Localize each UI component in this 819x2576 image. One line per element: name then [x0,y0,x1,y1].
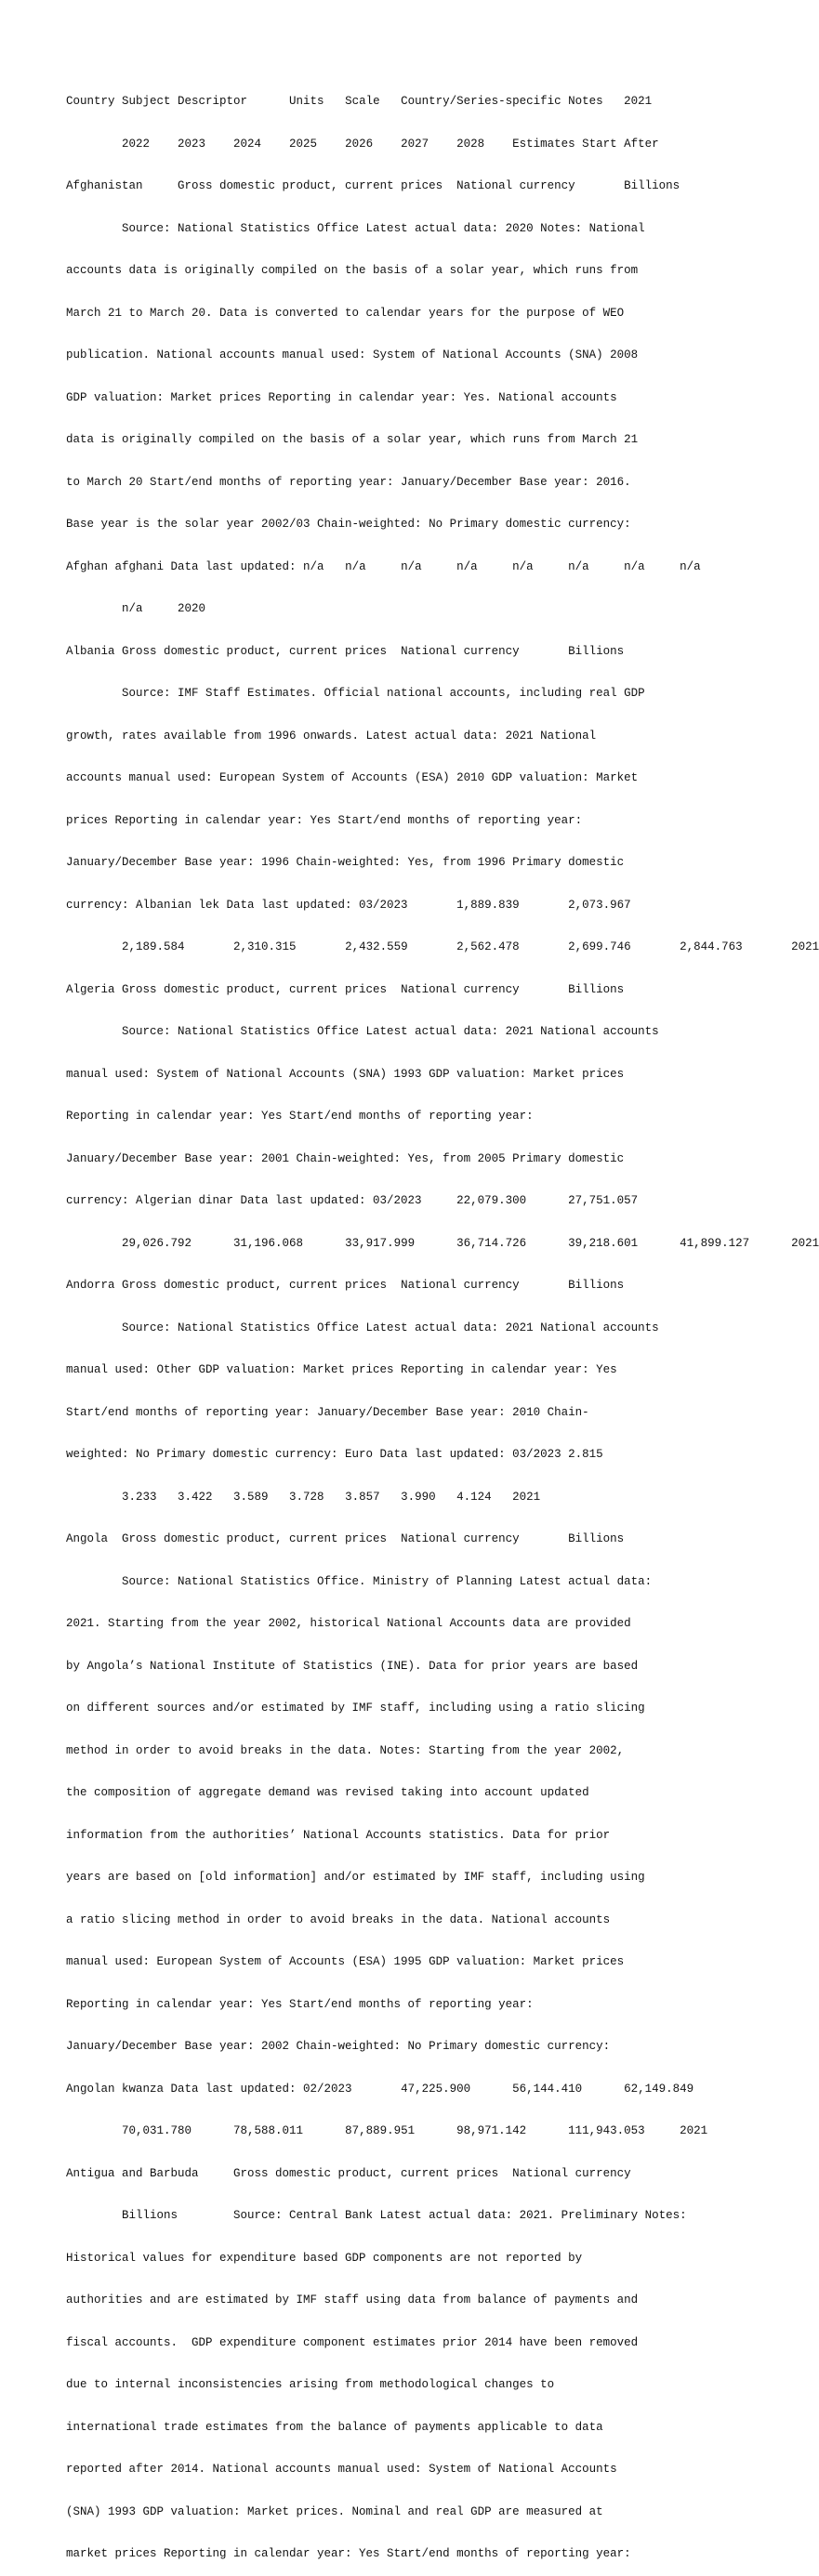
text-line: 3.233 3.422 3.589 3.728 3.857 3.990 4.124 2021 [66,1490,541,1504]
text-line: information from the authorities’ National Accounts statistics. Data for prior [66,1828,611,1842]
text-line: Algeria Gross domestic product, current prices National currency Billions [66,982,625,996]
text-line: on different sources and/or estimated by IMF staff, including using a ratio slicing [66,1702,645,1715]
text-line: currency: Algerian dinar Data last updated: 03/2023 22,079.300 27,751.057 [66,1194,639,1208]
document-text [66,67,819,2576]
text-line: due to internal inconsistencies arising from methodological changes to [66,2378,555,2392]
text-line: manual used: European System of Accounts (ESA) 1995 GDP valuation: Market prices [66,1955,625,1969]
text-line: international trade estimates from the balance of payments applicable to data [66,2420,603,2434]
text-line: Start/end months of reporting year: January/December Base year: 2010 Chain- [66,1405,589,1419]
text-line: growth, rates available from 1996 onwards. Latest actual data: 2021 National [66,729,597,743]
text-line: Source: National Statistics Office. Ministry of Planning Latest actual data: [66,1574,653,1588]
text-line: currency: Albanian lek Data last updated: 03/2023 1,889.839 2,073.967 [66,898,631,912]
text-line: accounts manual used: European System of Accounts (ESA) 2010 GDP valuation: Market [66,771,639,785]
text-line: March 21 to March 20. Data is converted to calendar years for the purpose of WEO [66,306,625,320]
text-line: authorities and are estimated by IMF staff using data from balance of payments and [66,2293,639,2307]
text-line: Afghanistan Gross domestic product, current prices National currency Billions [66,179,680,193]
text-line: method in order to avoid breaks in the data. Notes: Starting from the year 2002, [66,1743,625,1757]
text-line: Afghan afghani Data last updated: n/a n/a n/a n/a n/a n/a n/a n/a [66,559,701,573]
text-line: GDP valuation: Market prices Reporting in calendar year: Yes. National accounts [66,390,617,404]
text-line: 2021. Starting from the year 2002, historical National Accounts data are provided [66,1617,631,1631]
text-line: January/December Base year: 2002 Chain-weighted: No Primary domestic currency: [66,2040,611,2054]
text-line: Antigua and Barbuda Gross domestic product, current prices National currency [66,2166,631,2180]
text-line: publication. National accounts manual used: System of National Accounts (SNA) 2008 [66,348,639,362]
text-line: Historical values for expenditure based GDP components are not reported by [66,2251,583,2265]
text-line: Albania Gross domestic product, current prices National currency Billions [66,644,625,658]
text-line: to March 20 Start/end months of reporting year: January/December Base year: 2016. [66,475,631,489]
text-line: n/a 2020 [66,602,206,616]
text-line: a ratio slicing method in order to avoid breaks in the data. National accounts [66,1912,611,1926]
text-line: Source: National Statistics Office Latest actual data: 2021 National accounts [66,1025,659,1039]
text-line: by Angola’s National Institute of Statistics (INE). Data for prior years are based [66,1659,639,1673]
text-line: manual used: Other GDP valuation: Market prices Reporting in calendar year: Yes [66,1363,617,1377]
text-line: the composition of aggregate demand was revised taking into account updated [66,1786,589,1800]
text-line: prices Reporting in calendar year: Yes Start/end months of reporting year: [66,813,583,827]
text-line: 2,189.584 2,310.315 2,432.559 2,562.478 2,699.746 2,844.763 2021 [66,940,819,954]
text-line: Reporting in calendar year: Yes Start/end months of reporting year: [66,1110,534,1124]
text-line: 29,026.792 31,196.068 33,917.999 36,714.726 39,218.601 41,899.127 2021 [66,1236,819,1250]
text-line: manual used: System of National Accounts (SNA) 1993 GDP valuation: Market prices [66,1067,625,1081]
text-line: Angola Gross domestic product, current prices National currency Billions [66,1532,625,1546]
text-line: market prices Reporting in calendar year: Yes Start/end months of reporting year: [66,2547,631,2561]
text-line: data is originally compiled on the basis of a solar year, which runs from March 21 [66,433,639,447]
text-line: Source: National Statistics Office Latest actual data: 2020 Notes: National [66,221,645,235]
text-line: fiscal accounts. GDP expenditure component estimates prior 2014 have been removed [66,2335,639,2349]
text-line: Country Subject Descriptor Units Scale Country/Series-specific Notes 2021 [66,95,653,109]
text-line: Billions Source: Central Bank Latest actual data: 2021. Preliminary Notes: [66,2209,687,2223]
text-line: Angolan kwanza Data last updated: 02/2023 47,225.900 56,144.410 62,149.849 [66,2082,694,2096]
text-line: Base year is the solar year 2002/03 Chain-weighted: No Primary domestic currency: [66,518,631,532]
text-line: January/December Base year: 1996 Chain-weighted: Yes, from 1996 Primary domestic [66,856,625,870]
text-line: Reporting in calendar year: Yes Start/end months of reporting year: [66,1997,534,2011]
text-line: Source: IMF Staff Estimates. Official national accounts, including real GDP [66,687,645,701]
text-line: years are based on [old information] and/or estimated by IMF staff, including using [66,1871,645,1885]
text-line: (SNA) 1993 GDP valuation: Market prices. Nominal and real GDP are measured at [66,2504,603,2518]
text-line: Andorra Gross domestic product, current prices National currency Billions [66,1279,625,1293]
text-line: January/December Base year: 2001 Chain-weighted: Yes, from 2005 Primary domestic [66,1151,625,1165]
text-line: accounts data is originally compiled on the basis of a solar year, which runs from [66,264,639,278]
text-line: 2022 2023 2024 2025 2026 2027 2028 Estimates Start After [66,137,659,151]
text-line: weighted: No Primary domestic currency: Euro Data last updated: 03/2023 2.815 [66,1448,603,1462]
text-line: 70,031.780 78,588.011 87,889.951 98,971.142 111,943.053 2021 [66,2124,708,2138]
text-line: Source: National Statistics Office Latest actual data: 2021 National accounts [66,1321,659,1334]
text-line: reported after 2014. National accounts manual used: System of National Accounts [66,2463,617,2477]
